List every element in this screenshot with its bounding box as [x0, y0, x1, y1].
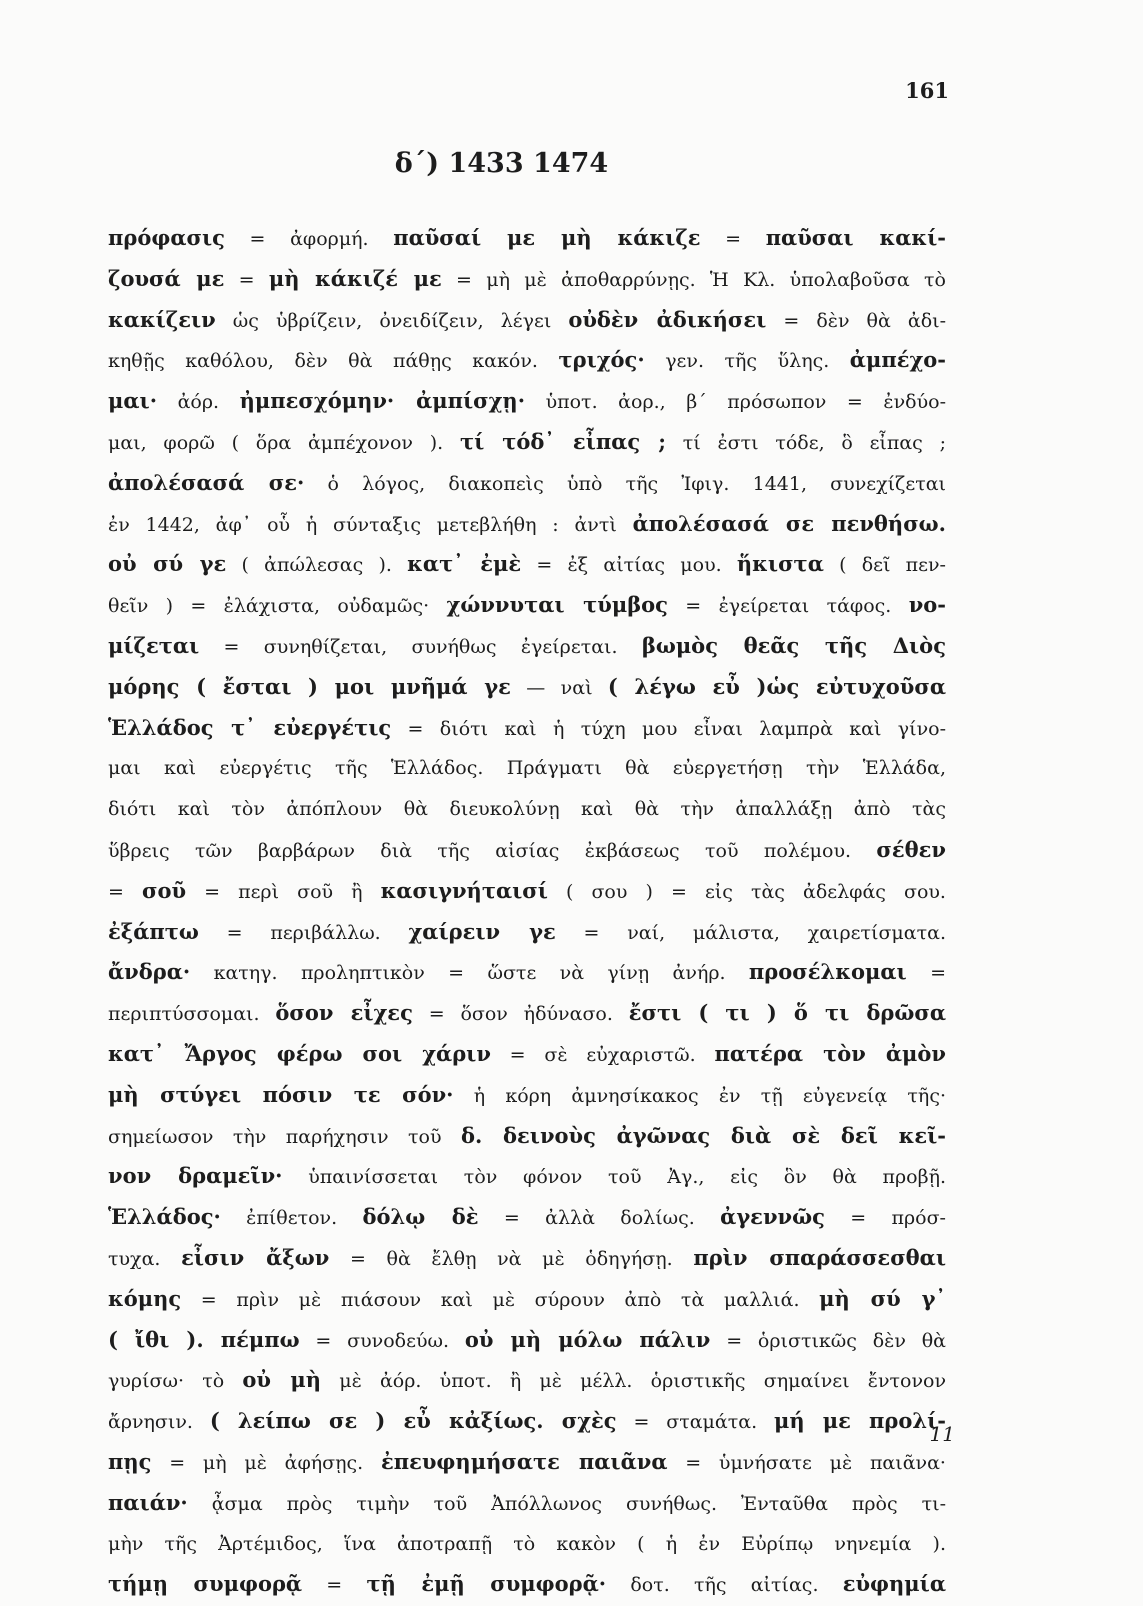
lemma-term: μή με προλί- [773, 1408, 946, 1434]
text-line [108, 1483, 946, 1524]
lemma-term: μὴ σύ γ᾽ [819, 1285, 946, 1311]
text-line [108, 912, 946, 953]
text-line [108, 1197, 946, 1238]
lemma-term: ζουσά με [108, 265, 225, 291]
lemma-term: μὴ στύγει πόσιν τε σόν· [108, 1081, 454, 1107]
text-line [108, 585, 946, 626]
text-line [108, 1442, 946, 1483]
lemma-term: πρόφασις [108, 225, 225, 250]
lemma-term: οὐ μὴ [242, 1367, 322, 1393]
lemma-term: πῃς [108, 1448, 152, 1474]
section-heading: δ΄) 1433 1474 [394, 148, 609, 179]
gloss-text: = πρόσ- [824, 1207, 946, 1230]
text-line [108, 993, 946, 1034]
lemma-term: ( ἴθι ). πέμπω [108, 1326, 300, 1352]
gloss-text: ὑποτ. ἀορ., β΄ πρόσωπον = ἐνδύο- [525, 391, 946, 414]
text-line [108, 259, 946, 300]
lemma-term: τριχός· [558, 347, 645, 373]
gloss-text: κηθῇς καθόλου, δὲν θὰ πάθῃς κακόν. [108, 350, 559, 373]
text-line [108, 381, 946, 422]
gloss-text: = ἀφορμή. [224, 228, 394, 250]
gloss-text: τυχα. [108, 1247, 182, 1270]
gloss-text: ἄρνησιν. [108, 1411, 210, 1434]
text-line [108, 952, 946, 993]
gloss-text: = σὲ εὐχαριστῶ. [490, 1043, 715, 1066]
gloss-text: μὴν τῆς Ἀρτέμιδος, ἵνα ἀποτραπῇ τὸ κακὸν ( ἡ ἐν Εὐρίπῳ νηνεμία ). [108, 1532, 946, 1555]
signature-mark: 11 [929, 1422, 955, 1446]
text-line [108, 1156, 946, 1197]
text-line [108, 667, 946, 708]
gloss-text: = περιβάλλω. [198, 921, 409, 944]
gloss-text: ἐν 1442, ἀφ᾽ οὗ ἡ σύνταξις μετεβλήθη : ἀντὶ [108, 513, 633, 536]
text-line [108, 422, 946, 463]
lemma-term: κατ᾽ Ἄργος φέρω σοι χάριν [108, 1040, 491, 1066]
lemma-term: νο- [908, 592, 946, 618]
gloss-text: = ὁριστικῶς δὲν θὰ [710, 1329, 946, 1352]
lemma-term: τῇ ἐμῇ συμφορᾷ· [366, 1571, 607, 1597]
lemma-term: οὐ σύ γε [108, 551, 227, 577]
lemma-term: βωμὸς θεᾶς τῆς Διὸς [641, 632, 946, 658]
lemma-term: νον δραμεῖν· [108, 1163, 283, 1189]
text-line [108, 1320, 946, 1361]
text-line [108, 1524, 946, 1565]
gloss-text: = [224, 268, 269, 291]
gloss-text: = ἐξ αἰτίας μου. [521, 554, 737, 577]
gloss-text: = μὴ μὲ ἀποθαρρύνῃς. Ἡ Κλ. ὑπολαβοῦσα τὸ [441, 268, 946, 291]
lemma-term: ἀπολέσασά σε πενθήσω. [632, 510, 946, 536]
gloss-text: = διότι καὶ ἡ τύχη μου εἶναι λαμπρὰ καὶ γίνο- [391, 717, 947, 740]
text-line [108, 544, 946, 585]
lemma-term: ἥκιστα [736, 551, 824, 577]
gloss-text: μαι, φορῶ ( ὅρα ἀμπέχονον ). [108, 431, 460, 454]
gloss-text: = ὑμνήσατε μὲ παιᾶνα· [667, 1451, 946, 1474]
text-line [108, 708, 946, 749]
gloss-text: = [906, 962, 946, 985]
gloss-text: μὲ ἀόρ. ὑποτ. ἢ μὲ μέλλ. ὁριστικῆς σημαίνει ἔντονον [321, 1370, 946, 1393]
gloss-text: = περὶ σοῦ ἢ [186, 880, 381, 903]
lemma-term: δόλῳ δὲ [362, 1204, 479, 1230]
gloss-text: = συνηθίζεται, συνήθως ἐγείρεται. [199, 635, 642, 658]
lemma-term: μίζεται [108, 632, 200, 658]
text-line [108, 1075, 946, 1116]
gloss-text: ὑπαινίσσεται τὸν φόνον τοῦ Ἀγ., εἰς ὃν θὰ προβῇ. [282, 1166, 946, 1189]
lemma-term: Ἑλλάδος τ᾽ εὐεργέτις [108, 714, 392, 740]
gloss-text: — ναὶ [510, 676, 608, 699]
lemma-term: κασιγνήταισί [380, 877, 548, 903]
gloss-text: ( σου ) = εἰς τὰς ἀδελφάς σου. [547, 880, 946, 903]
lemma-term: πατέρα τὸν ἀμὸν [714, 1040, 946, 1066]
lemma-term: ἀπολέσασά σε· [108, 469, 305, 495]
gloss-text: μαι καὶ εὐεργέτις τῆς Ἑλλάδος. Πράγματι θὰ εὐεργετήσῃ τὴν Ἑλλάδα, [108, 757, 946, 780]
gloss-text: θεῖν ) = ἐλάχιστα, οὐδαμῶς· [108, 595, 447, 618]
lemma-term: Ἑλλάδος· [108, 1204, 221, 1230]
text-line [108, 340, 946, 381]
lemma-term: μόρης ( ἔσται ) μοι μνῆμά γε [108, 673, 511, 699]
lemma-term: σοῦ [141, 877, 187, 903]
lemma-term: εἶσιν ἄξων [181, 1244, 330, 1270]
lemma-term: μὴ κάκιζέ με [268, 265, 442, 291]
gloss-text: ( δεῖ πεν- [823, 554, 946, 577]
gloss-text: ὁ λόγος, διακοπεὶς ὑπὸ τῆς Ἰφιγ. 1441, συνεχίζεται [304, 472, 946, 495]
lemma-term: πρὶν σπαράσσεσθαι [693, 1244, 947, 1270]
lemma-term: παῦσαι κακί- [765, 225, 946, 250]
gloss-text: τί ἐστι τόδε, ὃ εἶπας ; [665, 431, 946, 454]
gloss-text: = μὴ μὲ ἀφήσῃς. [151, 1451, 381, 1474]
gloss-text: περιπτύσσομαι. [108, 1003, 276, 1026]
text-line [108, 748, 946, 789]
lemma-term: ἀγεννῶς [720, 1204, 825, 1230]
lemma-term: ἄνδρα· [108, 959, 191, 985]
lemma-term: προσέλκομαι [748, 959, 907, 985]
text-line [108, 871, 946, 912]
lemma-term: παῦσαί με μὴ κάκιζε [393, 225, 701, 250]
text-line [108, 830, 946, 871]
text-line [108, 626, 946, 667]
lemma-term: ( λέγω εὖ )ὡς εὐτυχοῦσα [607, 673, 947, 699]
text-line [108, 1360, 946, 1401]
gloss-text: = δὲν θὰ ἀδι- [766, 309, 946, 332]
gloss-text: ᾆσμα πρὸς τιμὴν τοῦ Ἀπόλλωνος συνήθως. Ἐνταῦθα πρὸς τι- [187, 1492, 946, 1515]
text-line [108, 1279, 946, 1320]
lemma-term: τήμῃ συμφορᾷ [108, 1571, 303, 1597]
lemma-term: ( λείπω σε ) εὖ κἀξίως. σχὲς [209, 1408, 617, 1434]
gloss-text: = ὅσον ἠδύνασο. [412, 1003, 629, 1026]
gloss-text: δοτ. τῆς αἰτίας. [606, 1574, 843, 1597]
lemma-term: κατ᾽ ἐμὲ [407, 551, 522, 577]
lemma-term: κακίζειν [108, 306, 216, 332]
lemma-term: ἐπευφημήσατε παιᾶνα [380, 1448, 668, 1474]
text-line [108, 1564, 946, 1605]
gloss-text: = [700, 228, 766, 250]
gloss-text: = συνοδεύω. [299, 1329, 465, 1352]
text-line [108, 1034, 946, 1075]
lemma-term: χαίρειν γε [408, 918, 556, 944]
lemma-term: ὅσον εἶχες [275, 1000, 413, 1026]
lemma-term: οὐδὲν ἀδικήσει [568, 306, 767, 332]
lemma-term: μαι· [108, 388, 158, 414]
gloss-text: = ἀλλὰ δολίως. [478, 1207, 721, 1230]
text-line [108, 1238, 946, 1279]
lemma-term: κόμης [108, 1285, 182, 1311]
gloss-text: ἐπίθετον. [220, 1207, 363, 1230]
text-line [108, 300, 946, 341]
text-line [108, 789, 946, 830]
gloss-text: κατηγ. προληπτικὸν = ὥστε νὰ γίνῃ ἀνήρ. [190, 962, 749, 985]
lemma-term: ἐξάπτω [108, 918, 199, 944]
lemma-term: σέθεν [876, 836, 946, 862]
gloss-text: ( ἀπώλεσας ). [226, 554, 408, 577]
lemma-term: εὐφημία [842, 1571, 947, 1597]
gloss-text: ὡς ὑβρίζειν, ὀνειδίζειν, λέγει [215, 309, 569, 332]
gloss-text: διότι καὶ τὸν ἀπόπλουν θὰ διευκολύνῃ καὶ θὰ τὴν ἀπαλλάξῃ ἀπὸ τὰς [108, 798, 946, 821]
gloss-text: = θὰ ἔλθῃ νὰ μὲ ὁδηγήσῃ. [329, 1247, 694, 1270]
gloss-text: = [108, 880, 142, 903]
lemma-term: παιάν· [108, 1489, 188, 1515]
gloss-text: σημείωσον τὴν παρήχησιν τοῦ [108, 1125, 461, 1148]
text-line [108, 1401, 946, 1442]
gloss-text: ἡ κόρη ἀμνησίκακος ἐν τῇ εὐγενείᾳ τῆς· [453, 1084, 946, 1107]
lemma-term: δ. δεινοὺς ἀγῶνας διὰ σὲ δεῖ κεῖ- [460, 1122, 946, 1148]
gloss-text: = [302, 1574, 367, 1597]
text-line [108, 218, 946, 259]
lemma-term: ἠμπεσχόμην· ἀμπίσχῃ· [239, 388, 526, 414]
gloss-text: ὕβρεις τῶν βαρβάρων διὰ τῆς αἰσίας ἐκβάσεως τοῦ πολέμου. [108, 839, 877, 862]
lemma-term: ἀμπέχο- [849, 347, 946, 373]
lemma-term: τί τόδ᾽ εἶπας ; [459, 428, 666, 454]
lemma-term: οὐ μὴ μόλω πάλιν [464, 1326, 711, 1352]
gloss-text: = ναί, μάλιστα, χαιρετίσματα. [555, 921, 946, 944]
text-line [108, 1116, 946, 1157]
gloss-text: γεν. τῆς ὕλης. [644, 350, 850, 373]
lemma-term: χώννυται τύμβος [446, 592, 668, 618]
commentary-text [108, 218, 946, 1605]
lemma-term: ἔστι ( τι ) ὅ τι δρῶσα [628, 1000, 946, 1026]
gloss-text: = πρὶν μὲ πιάσουν καὶ μὲ σύρουν ἀπὸ τὰ μαλλιά. [181, 1288, 820, 1311]
text-line [108, 463, 946, 504]
gloss-text: ἀόρ. [157, 391, 240, 414]
text-line [108, 504, 946, 545]
gloss-text: = ἐγείρεται τάφος. [667, 595, 909, 618]
gloss-text: γυρίσω· τὸ [108, 1370, 243, 1393]
page-number: 161 [905, 78, 949, 103]
gloss-text: = σταμάτα. [616, 1411, 774, 1434]
